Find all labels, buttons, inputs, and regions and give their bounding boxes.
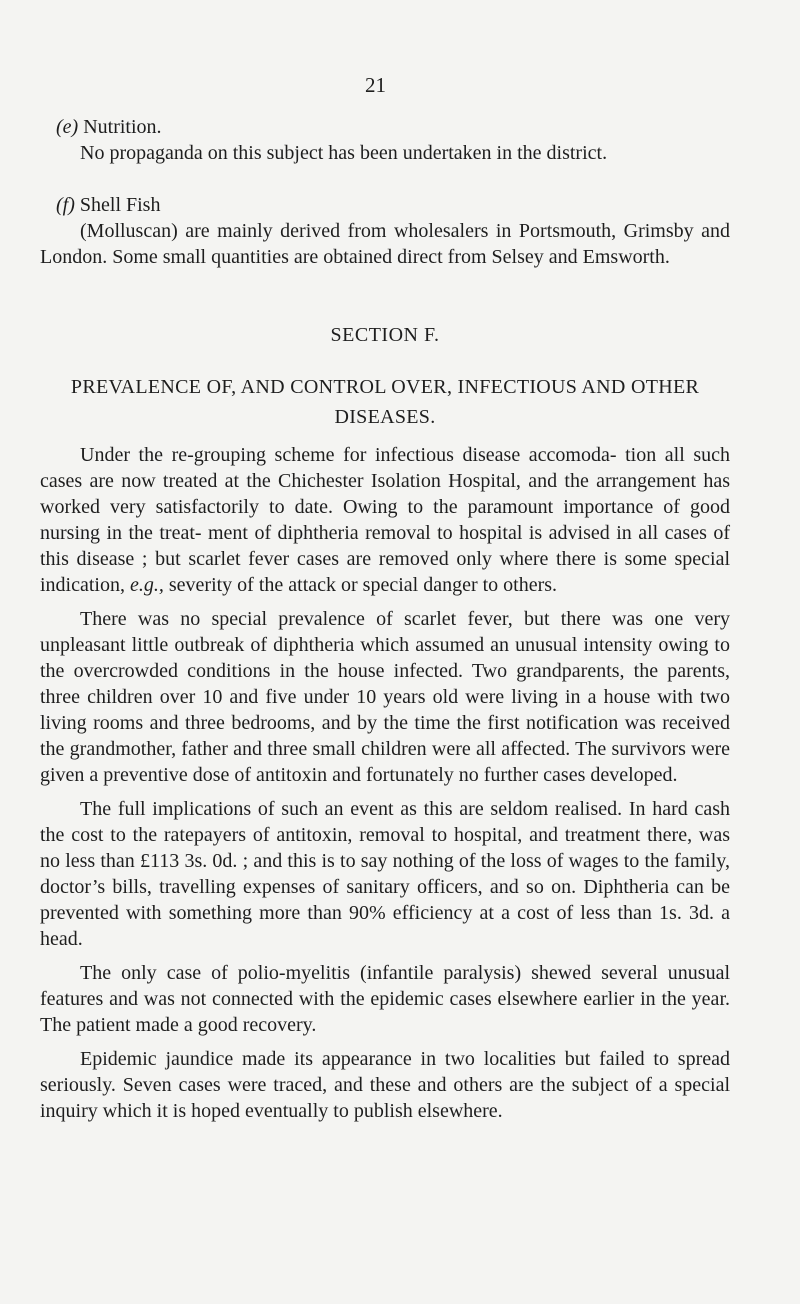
body-text (40, 442, 730, 1124)
shell-fish-heading (40, 192, 730, 218)
paragraph-cost: The full implications of such an event as this are seldom realised. In hard cash the cost to the ratepayers of antitoxin, removal to hospital, and treatment there, was no less than £113 3s. 0d. ; and this is to say nothing of the loss of wages to the family, doctor’s bills, travelling expenses of sanitary officers, and so on. Diphtheria can be prevented with something more than 90% efficiency at a cost of less than 1s. 3d. a head. (40, 798, 730, 950)
shell-fish-section (40, 192, 730, 270)
shell-fish-text: (Molluscan) are mainly derived from wholesalers in Portsmouth, Grimsby and London. Some small quantities are obtained direct from Selsey and Emsworth. (40, 220, 730, 268)
shell-fish-label: (f) (56, 194, 75, 216)
section-title: SECTION F. (330, 324, 440, 346)
nutrition-text: No propaganda on this subject has been undertaken in the district. (80, 142, 608, 164)
paragraph-isolation-text-b: severity of the attack or special danger to others. (163, 574, 558, 596)
paragraph-jaundice: Epidemic jaundice made its appearance in two localities but failed to spread seriously. Seven cases were traced, and these and others are the subject of a special inquiry which it is hoped eventually to publish elsewhere. (40, 1048, 730, 1122)
section-subheading (40, 372, 730, 432)
paragraph-isolation-eg: e.g., (129, 574, 164, 596)
paragraph-isolation (40, 442, 730, 598)
paragraph-diphtheria-outbreak: There was no special prevalence of scarlet fever, but there was one very unpleasant little outbreak of diphtheria which assumed an unusual intensity owing to the overcrowded conditions in the house infected. Two grandparents, the parents, three children over 10 and five under 10 years old were living in a house with two living rooms and three bedrooms, and by the time the first notification was received the grandmother, father and three small children were all affected. The survivors were given a preventive dose of antitoxin and fortunately no further cases developed. (40, 608, 730, 786)
nutrition-section (40, 114, 730, 166)
nutrition-heading (40, 114, 730, 140)
shell-fish-title: Shell Fish (79, 194, 161, 216)
nutrition-title: Nutrition. (83, 116, 162, 138)
paragraph-polio: The only case of polio-myelitis (infantile paralysis) shewed several unusual features and was not connected with the epidemic cases elsewhere earlier in the year. The patient made a good recovery. (40, 962, 730, 1036)
page-number: 21 (365, 73, 386, 97)
section-subtitle: PREVALENCE OF, AND CONTROL OVER, INFECTIOUS AND OTHER DISEASES. (70, 376, 700, 428)
paragraph-isolation-text-a: Under the re-grouping scheme for infectious disease accomoda- tion all such cases are now treated at the Chichester Isolation Hospital, and the arrangement has worked very satisfactorily to date. Owing to the paramount importance of good nursing in the treat- ment of diphtheria removal to hospital is advised in all cases of this disease ; but scarlet fever cases are removed only where there is some special indication, (40, 444, 730, 596)
nutrition-label: (e) (56, 116, 79, 138)
section-heading (40, 322, 730, 348)
